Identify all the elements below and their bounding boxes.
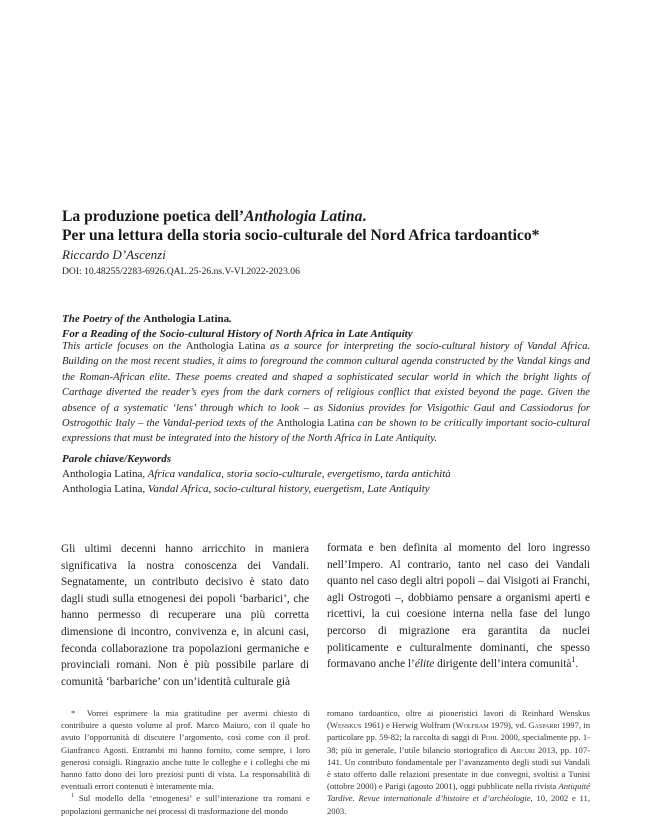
footnote-text: Sul modello della ‘etnogenesi’ e sull’interazione tra romani e popolazioni germaniche nei processi di trasformazione del mondo bbox=[61, 793, 311, 816]
footnote-text: , 10, 2002 e 11, 2003. bbox=[327, 793, 590, 816]
abstract-part: This article focuses on the bbox=[62, 341, 186, 352]
title-text: La produzione poetica dell’ bbox=[62, 208, 245, 225]
keywords-heading: Parole chiave/Keywords bbox=[62, 453, 172, 465]
footnotes-left bbox=[61, 707, 310, 817]
footnote-text: 2013, pp. 107-141. Un contributo fondamentale per l’avanzamento degli studi sui Vandali è stato offerto dalle relazioni presentate in due convegni, svoltisi a Tunisi (ottobre 2000) e Parigi (agosto 2001), oggi pubblicate nella rivista bbox=[327, 744, 591, 792]
article-title bbox=[62, 207, 539, 245]
keywords-italian bbox=[62, 467, 451, 481]
abstract-part: as a source for interpreting the socio-cultural history of Vandal Africa. Building on the most recent studies, it aims to foreground the common cultural agenda constructed by the Vandal kings and the Roman-African elite. These poems created and shaped a sophisticated secular world in which the bright lights of Carthage diverted the reader’s eyes from the dark corners of religious conflict that existed beyond the page. Given the absence of a systematic ‘lens’ through which to look – as Sidonius provides for Visigothic Gaul and Cassiodorus for Ostrogothic Italy – the Vandal-period texts of the bbox=[62, 341, 591, 430]
abstract-title-text: The Poetry of the bbox=[62, 313, 144, 325]
citation-author: Wenskus bbox=[329, 720, 362, 731]
abstract-part: can be shown to be critically important socio-cultural expressions that must be integrated into the history of the North Africa in Late Antiquity. bbox=[62, 418, 591, 445]
body-right-column bbox=[327, 540, 590, 673]
footnotes-right bbox=[327, 707, 590, 817]
author-name: Riccardo D’Ascenzi bbox=[62, 247, 166, 262]
abstract-upright: Anthologia Latina bbox=[185, 341, 266, 352]
footnote-1 bbox=[61, 792, 310, 816]
citation-author: Gasparri bbox=[528, 720, 560, 731]
body-punct: . bbox=[575, 658, 579, 671]
title-punct: . bbox=[362, 208, 367, 225]
footnote-text: romano tardoantico, oltre ai pioneristici lavori di Reinhard Wenskus ( bbox=[327, 708, 590, 731]
body-left-column: Gli ultimi decenni hanno arricchito in maniera significativa la nostra conoscenza dei Vandali. Segnatamente, un contributo decisivo è stato dato dagli studi sulla etnogenesi dei popoli ‘barbarici’, che hanno permesso di recuperare una più corretta dimensione di incontro, convivenza e, in alcuni casi, feconda collaborazione tra popolazioni germaniche e provinciali romani. Non è più possibile parlare di comunità ‘barbariche’ con un’identità culturale già bbox=[61, 543, 309, 688]
footnote-text: Vorrei esprimere la mia gratitudine per avermi chiesto di contribuire a questo volume al prof. Marco Maiuro, con il quale ho avuto l’opportunità di discutere l’argomento, così come con il prof. Gianfranco Agosti. Entrambi mi hanno fornito, come sempre, i loro generosi consigli. Ringrazio anche tutte le colleghe e i colleghi che mi hanno fatto dono dei loro preziosi punti di vista. La responsabilità di eventuali errori contenuti è interamente mia. bbox=[61, 708, 310, 792]
keyword-list: , Vandal Africa, socio-cultural history, euergetism, Late Antiquity bbox=[142, 483, 430, 495]
citation-author: Pohl bbox=[481, 732, 499, 743]
keyword-upright: Anthologia Latina bbox=[62, 468, 143, 480]
body-text: dirigente dell’intera comunità bbox=[434, 658, 572, 671]
journal-title: Antiquité Tardive. Revue internationale d’histoire et d’archéologie bbox=[327, 781, 590, 804]
article-title-line1 bbox=[62, 207, 539, 226]
footnote-marker: * bbox=[71, 708, 76, 718]
title-italic: Anthologia Latina bbox=[244, 208, 363, 225]
footnote-text: 1961) e Herwig Wolfram ( bbox=[361, 720, 456, 731]
footnote-ref[interactable]: 1 bbox=[571, 655, 576, 665]
abstract-upright: Anthologia Latina bbox=[276, 418, 355, 430]
citation-author: Arcuri bbox=[510, 744, 535, 755]
footnote-marker: 1 bbox=[71, 793, 75, 800]
citation-author: Wolfram bbox=[455, 720, 489, 731]
abstract-text bbox=[62, 339, 590, 447]
body-italic: élite bbox=[414, 658, 435, 671]
footnote-text: 1979), vd. bbox=[488, 720, 529, 731]
footnote-star bbox=[61, 707, 310, 792]
abstract-title bbox=[62, 312, 413, 342]
doi: DOI: 10.48255/2283-6926.QAL.25-26.ns.V-VI.2022-2023.06 bbox=[62, 266, 300, 277]
abstract-title-punct: . bbox=[229, 313, 232, 325]
abstract-title-line1 bbox=[62, 312, 413, 327]
abstract-title-upright: Anthologia Latina bbox=[143, 313, 230, 325]
footnote-text: 1997, in particolare pp. 59-82; la raccolta di saggi di bbox=[327, 720, 590, 743]
article-title-line2: Per una lettura della storia socio-culturale del Nord Africa tardoantico* bbox=[62, 227, 540, 244]
keyword-list: , Africa vandalica, storia socio-culturale, evergetismo, tarda antichità bbox=[142, 468, 451, 480]
body-text: formata e ben definita al momento del loro ingresso nell’Impero. Al contrario, tanto nel caso dei Vandali quanto nel caso degli altri popoli – dai Visigoti ai Franchi, agli Ostrogoti –, dobbiamo pensare a organismi aperti e ricettivi, la cui coesione interna nella fase del lungo percorso di migrazione era garantita da nuclei politicamente e culturalmente dominanti, che spesso formavano anche l’ bbox=[327, 542, 590, 671]
abstract-title-line2: For a Reading of the Socio-cultural History of North Africa in Late Antiquity bbox=[62, 328, 413, 340]
keyword-upright: Anthologia Latina bbox=[62, 483, 143, 495]
footnote-text: 2000, specialmente pp. 1-38; più in generale, l’utile bilancio storiografico di bbox=[327, 732, 590, 755]
keywords-english bbox=[62, 482, 430, 496]
